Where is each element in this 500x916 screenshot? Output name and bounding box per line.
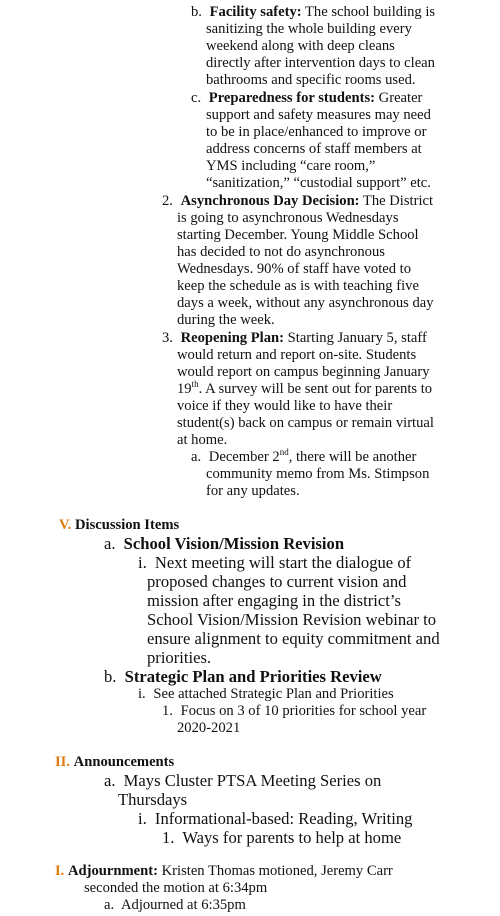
text-line: See attached Strategic Plan and Priorities <box>153 686 394 702</box>
preparedness-item <box>191 90 422 107</box>
adjournment-label: Adjournment: <box>67 863 158 879</box>
text-line: seconded the motion at 6:34pm <box>84 880 268 896</box>
text-line <box>177 381 432 398</box>
section-numeral: V. <box>59 517 72 533</box>
list-marker: i. <box>138 809 147 828</box>
section-numeral: II. <box>55 754 71 770</box>
text-line: during the week. <box>177 312 275 328</box>
text-line: student(s) back on campus or remain virtual <box>177 415 434 431</box>
vision-revision-title: School Vision/Mission Revision <box>123 534 345 553</box>
text-line: sanitizing the whole building every <box>206 21 412 37</box>
text-line: is going to asynchronous Wednesdays <box>177 210 399 226</box>
text-line: support and safety measures may need <box>206 107 431 123</box>
text-line: Informational-based: Reading, Writing <box>154 809 413 828</box>
vision-revision-item <box>138 553 411 572</box>
text-line: Next meeting will start the dialogue of <box>154 553 412 572</box>
strategic-plan-heading <box>104 667 382 686</box>
text-line: keep the schedule as is with teaching five <box>177 278 419 294</box>
text-fragment: , there will be another <box>288 449 417 465</box>
community-memo-item <box>191 449 416 466</box>
text-line: Starting January 5, staff <box>284 330 427 346</box>
text-line: would return and report on-site. Students <box>177 347 417 363</box>
text-line: 2020-2021 <box>177 720 241 736</box>
text-line: Kristen Thomas motioned, Jeremy Carr <box>157 863 393 879</box>
text-line: mission after engaging in the district’s <box>147 591 401 610</box>
text-line: has decided to not do asynchronous <box>177 244 385 260</box>
vision-revision-heading <box>104 534 344 553</box>
text-line: School Vision/Mission Revision webinar to <box>147 610 437 629</box>
section-title: Announcements <box>73 754 175 770</box>
parents-help-item <box>162 828 401 847</box>
list-marker: i. <box>138 553 147 572</box>
text-line: starting December. Young Middle School <box>177 227 419 243</box>
text-line: voice if they would like to have their <box>177 398 393 414</box>
text-fragment: 19 <box>177 381 192 397</box>
text-line: Adjourned at 6:35pm <box>120 897 246 913</box>
text-line: directly after intervention days to clean <box>206 55 435 71</box>
list-marker: 3. <box>162 330 173 346</box>
text-line: days a week, without any asynchronous day <box>177 295 434 311</box>
list-marker: c. <box>191 90 202 106</box>
list-marker: b. <box>191 4 202 20</box>
reopening-plan-item <box>162 330 427 347</box>
text-line: at home. <box>177 432 228 448</box>
text-line: address concerns of staff members at <box>206 141 422 157</box>
list-marker: a. <box>104 534 116 553</box>
section-title: Discussion Items <box>74 517 180 533</box>
text-line: Greater <box>375 90 423 106</box>
text-line: bathrooms and specific rooms used. <box>206 72 416 88</box>
ordinal-suffix: nd <box>279 447 289 458</box>
text-fragment: December 2 <box>208 449 280 465</box>
text-line: Mays Cluster PTSA Meeting Series on <box>123 771 382 790</box>
text-line: would report on campus beginning January <box>177 364 430 380</box>
text-line: ensure alignment to equity commitment and <box>147 629 440 648</box>
strategic-plan-title: Strategic Plan and Priorities Review <box>124 667 382 686</box>
facility-safety-label: Facility safety: <box>209 4 302 20</box>
list-marker: 2. <box>162 193 173 209</box>
text-line: for any updates. <box>206 483 300 499</box>
text-line: Thursdays <box>118 790 188 809</box>
text-line: weekend along with deep cleans <box>206 38 395 54</box>
adjourned-item <box>104 897 246 914</box>
text-line: community memo from Ms. Stimpson <box>206 466 430 482</box>
text-fragment: . A survey will be sent out for parents to <box>198 381 433 397</box>
section-numeral: I. <box>55 863 65 879</box>
text-line: The District <box>359 193 434 209</box>
strategic-plan-item <box>138 686 394 703</box>
list-marker: i. <box>138 686 146 702</box>
facility-safety-item <box>191 4 435 21</box>
priorities-focus-item <box>162 703 426 720</box>
ordinal-suffix: th <box>191 379 199 390</box>
ptsa-meeting-item <box>104 771 381 790</box>
list-marker: 1. <box>162 703 173 719</box>
list-marker: a. <box>104 897 115 913</box>
list-marker: a. <box>191 449 202 465</box>
informational-item <box>138 809 412 828</box>
text-line: priorities. <box>147 648 212 667</box>
preparedness-label: Preparedness for students: <box>208 90 376 106</box>
async-decision-item <box>162 193 433 210</box>
text-line: Focus on 3 of 10 priorities for school year <box>180 703 427 719</box>
text-line: to be in place/enhanced to improve or <box>206 124 427 140</box>
text-line: The school building is <box>301 4 436 20</box>
async-decision-label: Asynchronous Day Decision: <box>180 193 360 209</box>
announcements-section-heading <box>55 754 174 771</box>
text-line: YMS including “care room,” <box>206 158 376 174</box>
list-marker: a. <box>104 771 116 790</box>
list-marker: 1. <box>162 828 175 847</box>
adjournment-section <box>55 863 393 880</box>
reopening-plan-label: Reopening Plan: <box>180 330 284 346</box>
text-line: “sanitization,” “custodial support” etc. <box>206 175 431 191</box>
text-line: proposed changes to current vision and <box>147 572 407 591</box>
text-line: Ways for parents to help at home <box>182 828 402 847</box>
list-marker: b. <box>104 667 117 686</box>
text-line: Wednesdays. 90% of staff have voted to <box>177 261 412 277</box>
discussion-section-heading <box>59 517 179 534</box>
